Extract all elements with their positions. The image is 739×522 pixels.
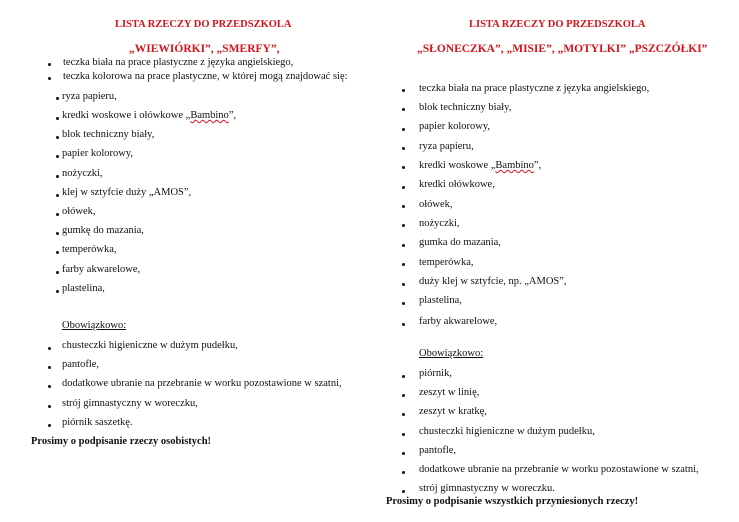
list-item: plastelina, bbox=[419, 295, 462, 306]
left-title: LISTA RZECZY DO PRZEDSZKOLA bbox=[115, 19, 292, 30]
bullet-icon bbox=[56, 175, 59, 178]
bullet-icon bbox=[48, 77, 51, 80]
bullet-icon bbox=[402, 394, 405, 397]
list-item: farby akwarelowe, bbox=[419, 316, 498, 327]
list-item: piórnik saszetkę. bbox=[62, 417, 133, 428]
bullet-icon bbox=[56, 271, 59, 274]
list-item: blok techniczny biały, bbox=[419, 102, 512, 113]
bullet-icon bbox=[402, 128, 405, 131]
list-item: strój gimnastyczny w woreczku, bbox=[62, 398, 198, 409]
list-item: plastelina, bbox=[62, 283, 105, 294]
bullet-icon bbox=[402, 302, 405, 305]
list-item: blok techniczny biały, bbox=[62, 129, 155, 140]
list-item: piórnik, bbox=[419, 368, 452, 379]
bullet-icon bbox=[48, 63, 51, 66]
bullet-icon bbox=[56, 290, 59, 293]
list-item: teczka biała na prace plastyczne z języka angielskiego, bbox=[419, 83, 650, 94]
bullet-icon bbox=[48, 385, 51, 388]
bullet-icon bbox=[402, 186, 405, 189]
list-item: kredki woskowe „Bambino”, bbox=[419, 160, 542, 171]
bullet-icon bbox=[402, 89, 405, 92]
list-item: pantofle, bbox=[62, 359, 100, 370]
bullet-icon bbox=[56, 251, 59, 254]
bullet-icon bbox=[48, 347, 51, 350]
bullet-icon bbox=[402, 224, 405, 227]
list-item: ryza papieru, bbox=[62, 91, 117, 102]
list-item: klej w sztyfcie duży „AMOS”, bbox=[62, 187, 192, 198]
bullet-icon bbox=[56, 155, 59, 158]
bullet-icon bbox=[402, 433, 405, 436]
list-item: pantofle, bbox=[419, 445, 457, 456]
left-footer: Prosimy o podpisanie rzeczy osobistych! bbox=[31, 436, 212, 447]
list-item: ryza papieru, bbox=[419, 141, 474, 152]
list-item: papier kolorowy, bbox=[419, 121, 491, 132]
list-item: strój gimnastyczny w woreczku. bbox=[419, 483, 555, 494]
bullet-icon bbox=[402, 263, 405, 266]
bullet-icon bbox=[402, 283, 405, 286]
list-item: nożyczki, bbox=[419, 218, 460, 229]
right-mandatory-heading: Obowiązkowo: bbox=[419, 348, 484, 359]
bullet-icon bbox=[402, 490, 405, 493]
list-item: kredki ołówkowe, bbox=[419, 179, 495, 190]
bullet-icon bbox=[402, 323, 405, 326]
bullet-icon bbox=[48, 424, 51, 427]
bullet-icon bbox=[402, 108, 405, 111]
list-item: farby akwarelowe, bbox=[62, 264, 141, 275]
list-item: papier kolorowy, bbox=[62, 148, 134, 159]
list-item: nożyczki, bbox=[62, 168, 103, 179]
list-item: ołówek, bbox=[62, 206, 96, 217]
bullet-icon bbox=[402, 471, 405, 474]
list-item: teczka biała na prace plastyczne z języka angielskiego, bbox=[63, 57, 294, 68]
list-item: gumka do mazania, bbox=[419, 237, 501, 248]
bullet-icon bbox=[56, 232, 59, 235]
list-item: dodatkowe ubranie na przebranie w worku pozostawione w szatni, bbox=[62, 378, 342, 389]
list-item: temperówka, bbox=[419, 257, 474, 268]
bullet-icon bbox=[402, 166, 405, 169]
list-item: zeszyt w linię, bbox=[419, 387, 480, 398]
bullet-icon bbox=[56, 117, 59, 120]
list-item: zeszyt w kratkę, bbox=[419, 406, 487, 417]
list-item: duży klej w sztyfcie, np. „AMOS”, bbox=[419, 276, 567, 287]
bullet-icon bbox=[48, 405, 51, 408]
bullet-icon bbox=[402, 375, 405, 378]
bullet-icon bbox=[402, 244, 405, 247]
list-item: dodatkowe ubranie na przebranie w worku pozostawione w szatni, bbox=[419, 464, 699, 475]
right-subtitle: „SŁONECZKA”, „MISIE”, „MOTYLKI” „PSZCZÓŁKI” bbox=[417, 43, 708, 55]
list-item: gumkę do mazania, bbox=[62, 225, 144, 236]
bullet-icon bbox=[402, 413, 405, 416]
right-title: LISTA RZECZY DO PRZEDSZKOLA bbox=[469, 19, 646, 30]
list-item: temperówka, bbox=[62, 244, 117, 255]
list-item: chusteczki higieniczne w dużym pudełku, bbox=[419, 426, 595, 437]
bullet-icon bbox=[56, 136, 59, 139]
list-item: ołówek, bbox=[419, 199, 453, 210]
bullet-icon bbox=[56, 97, 59, 100]
bullet-icon bbox=[56, 194, 59, 197]
list-item: kredki woskowe i ołówkowe „Bambino”, bbox=[62, 110, 237, 121]
bullet-icon bbox=[56, 213, 59, 216]
bullet-icon bbox=[402, 452, 405, 455]
left-subtitle: „WIEWIÓRKI”, „SMERFY”, bbox=[129, 43, 280, 55]
list-item: chusteczki higieniczne w dużym pudełku, bbox=[62, 340, 238, 351]
bullet-icon bbox=[48, 366, 51, 369]
list-item: teczka kolorowa na prace plastyczne, w której mogą znajdować się: bbox=[63, 71, 348, 82]
left-mandatory-heading: Obowiązkowo: bbox=[62, 320, 127, 331]
right-footer: Prosimy o podpisanie wszystkich przyniesionych rzeczy! bbox=[386, 496, 639, 507]
bullet-icon bbox=[402, 205, 405, 208]
bullet-icon bbox=[402, 147, 405, 150]
